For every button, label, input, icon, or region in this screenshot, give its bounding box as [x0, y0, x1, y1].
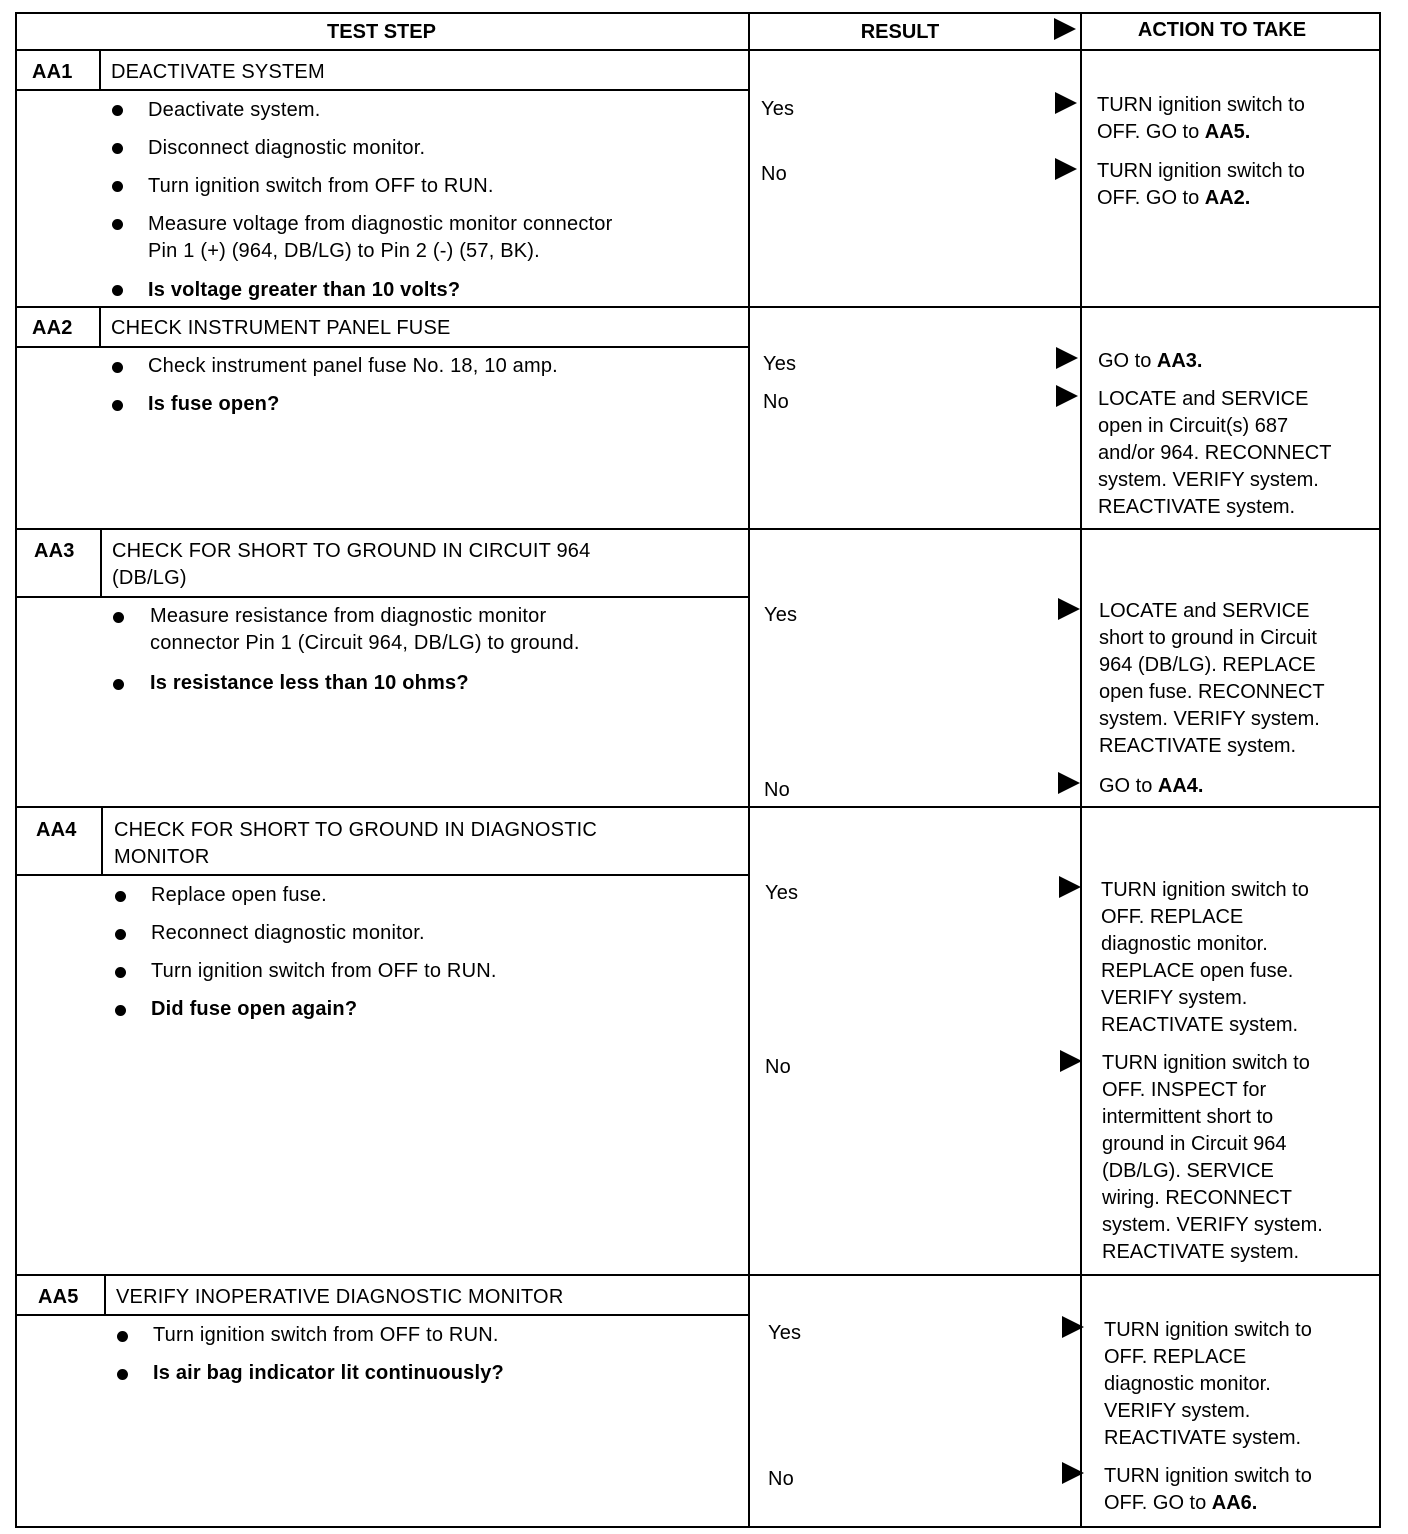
- step-divider-aa4: [15, 806, 1381, 808]
- result-arrow-icon: [1058, 772, 1080, 794]
- step-id: AA1: [32, 61, 73, 83]
- step-question: Is fuse open?: [148, 393, 280, 415]
- step-id: AA2: [32, 317, 73, 339]
- action-text: GO to AA4.: [1099, 775, 1204, 797]
- bullet-icon: [112, 105, 123, 116]
- bullet-icon: [112, 362, 123, 373]
- step-title: CHECK FOR SHORT TO GROUND IN DIAGNOSTIC: [114, 819, 598, 841]
- bullet-icon: [115, 1005, 126, 1016]
- action-text: LOCATE and SERVICE short to ground in Circuit 964 (DB/LG). REPLACE open fuse. RECONNECT system. VERIFY system. REACTIVATE system.: [1099, 600, 1325, 757]
- step-item: Turn ignition switch from OFF to RUN.: [148, 175, 494, 197]
- result-no: No: [761, 163, 787, 185]
- id-divider-aa2: [99, 306, 101, 346]
- step-divider-aa2: [15, 306, 1381, 308]
- title-underline-aa1: [15, 89, 748, 91]
- header-result: RESULT: [860, 21, 940, 43]
- id-divider-aa4: [101, 806, 103, 874]
- action-text: GO to AA3.: [1098, 350, 1203, 372]
- result-arrow-icon: [1059, 876, 1081, 898]
- step-item-continued: Pin 1 (+) (964, DB/LG) to Pin 2 (-) (57, BK).: [148, 240, 540, 262]
- bullet-icon: [115, 967, 126, 978]
- title-underline-aa5: [15, 1314, 748, 1316]
- result-yes: Yes: [761, 98, 795, 120]
- result-arrow-icon: [1056, 385, 1078, 407]
- step-title: VERIFY INOPERATIVE DIAGNOSTIC MONITOR: [116, 1286, 564, 1308]
- id-divider-aa3: [100, 528, 102, 596]
- step-item: Measure voltage from diagnostic monitor connector: [148, 213, 613, 235]
- bullet-icon: [113, 679, 124, 690]
- action-text: TURN ignition switch to OFF. REPLACE diagnostic monitor. REPLACE open fuse. VERIFY system. REACTIVATE system.: [1101, 879, 1309, 1036]
- title-underline-aa3: [15, 596, 748, 598]
- step-title: DEACTIVATE SYSTEM: [111, 61, 325, 83]
- header-arrow-icon: [1054, 18, 1076, 40]
- id-divider-aa5: [104, 1274, 106, 1314]
- result-arrow-icon: [1060, 1050, 1082, 1072]
- step-question: Is air bag indicator lit continuously?: [153, 1362, 504, 1384]
- result-arrow-icon: [1062, 1462, 1084, 1484]
- step-title: CHECK INSTRUMENT PANEL FUSE: [111, 317, 451, 339]
- result-no: No: [764, 779, 790, 801]
- step-item: Reconnect diagnostic monitor.: [151, 922, 425, 944]
- title-underline-aa2: [15, 346, 748, 348]
- step-divider-aa5: [15, 1274, 1381, 1276]
- step-item: Check instrument panel fuse No. 18, 10 amp.: [148, 355, 558, 377]
- result-arrow-icon: [1058, 598, 1080, 620]
- result-yes: Yes: [764, 604, 798, 626]
- result-arrow-icon: [1056, 347, 1078, 369]
- step-title: CHECK FOR SHORT TO GROUND IN CIRCUIT 964: [112, 540, 591, 562]
- step-item: Turn ignition switch from OFF to RUN.: [151, 960, 497, 982]
- bullet-icon: [112, 143, 123, 154]
- result-yes: Yes: [768, 1322, 802, 1344]
- result-no: No: [765, 1056, 791, 1078]
- step-question: Did fuse open again?: [151, 998, 358, 1020]
- bullet-icon: [115, 929, 126, 940]
- col-divider-result-action: [1080, 12, 1082, 1528]
- bullet-icon: [117, 1331, 128, 1342]
- result-yes: Yes: [765, 882, 799, 904]
- action-text: TURN ignition switch to OFF. INSPECT for intermittent short to ground in Circuit 964 (DB/LG). SERVICE wiring. RECONNECT system. VERIFY system. REACTIVATE system.: [1102, 1052, 1323, 1263]
- step-id: AA5: [38, 1286, 79, 1308]
- action-text: TURN ignition switch to OFF. GO to AA6.: [1104, 1465, 1312, 1514]
- result-no: No: [763, 391, 789, 413]
- id-divider-aa1: [99, 49, 101, 89]
- result-no: No: [768, 1468, 794, 1490]
- col-divider-test-result: [748, 12, 750, 1528]
- title-underline-aa4: [15, 874, 748, 876]
- bullet-icon: [112, 181, 123, 192]
- step-question: Is resistance less than 10 ohms?: [150, 672, 469, 694]
- step-item: Deactivate system.: [148, 99, 321, 121]
- action-text: TURN ignition switch to OFF. GO to AA2.: [1097, 160, 1305, 209]
- header-action: ACTION TO TAKE: [1137, 19, 1307, 41]
- bullet-icon: [115, 891, 126, 902]
- bullet-icon: [112, 219, 123, 230]
- action-text: TURN ignition switch to OFF. GO to AA5.: [1097, 94, 1305, 143]
- step-divider-aa3: [15, 528, 1381, 530]
- step-id: AA4: [36, 819, 77, 841]
- step-title-continued: (DB/LG): [112, 567, 187, 589]
- step-id: AA3: [34, 540, 75, 562]
- result-arrow-icon: [1055, 92, 1077, 114]
- bullet-icon: [112, 285, 123, 296]
- result-arrow-icon: [1055, 158, 1077, 180]
- step-item: Replace open fuse.: [151, 884, 327, 906]
- result-arrow-icon: [1062, 1316, 1084, 1338]
- action-text: TURN ignition switch to OFF. REPLACE diagnostic monitor. VERIFY system. REACTIVATE system.: [1104, 1319, 1312, 1449]
- step-question: Is voltage greater than 10 volts?: [148, 279, 461, 301]
- step-item: Measure resistance from diagnostic monitor: [150, 605, 547, 627]
- step-item: Turn ignition switch from OFF to RUN.: [153, 1324, 499, 1346]
- step-title-continued: MONITOR: [114, 846, 210, 868]
- action-text: LOCATE and SERVICE open in Circuit(s) 687 and/or 964. RECONNECT system. VERIFY system. REACTIVATE system.: [1098, 388, 1332, 518]
- step-item: Disconnect diagnostic monitor.: [148, 137, 426, 159]
- header-test-step: TEST STEP: [327, 21, 436, 43]
- header-divider: [15, 49, 1381, 51]
- bullet-icon: [112, 400, 123, 411]
- bullet-icon: [113, 612, 124, 623]
- step-item-continued: connector Pin 1 (Circuit 964, DB/LG) to ground.: [150, 632, 580, 654]
- result-yes: Yes: [763, 353, 797, 375]
- bullet-icon: [117, 1369, 128, 1380]
